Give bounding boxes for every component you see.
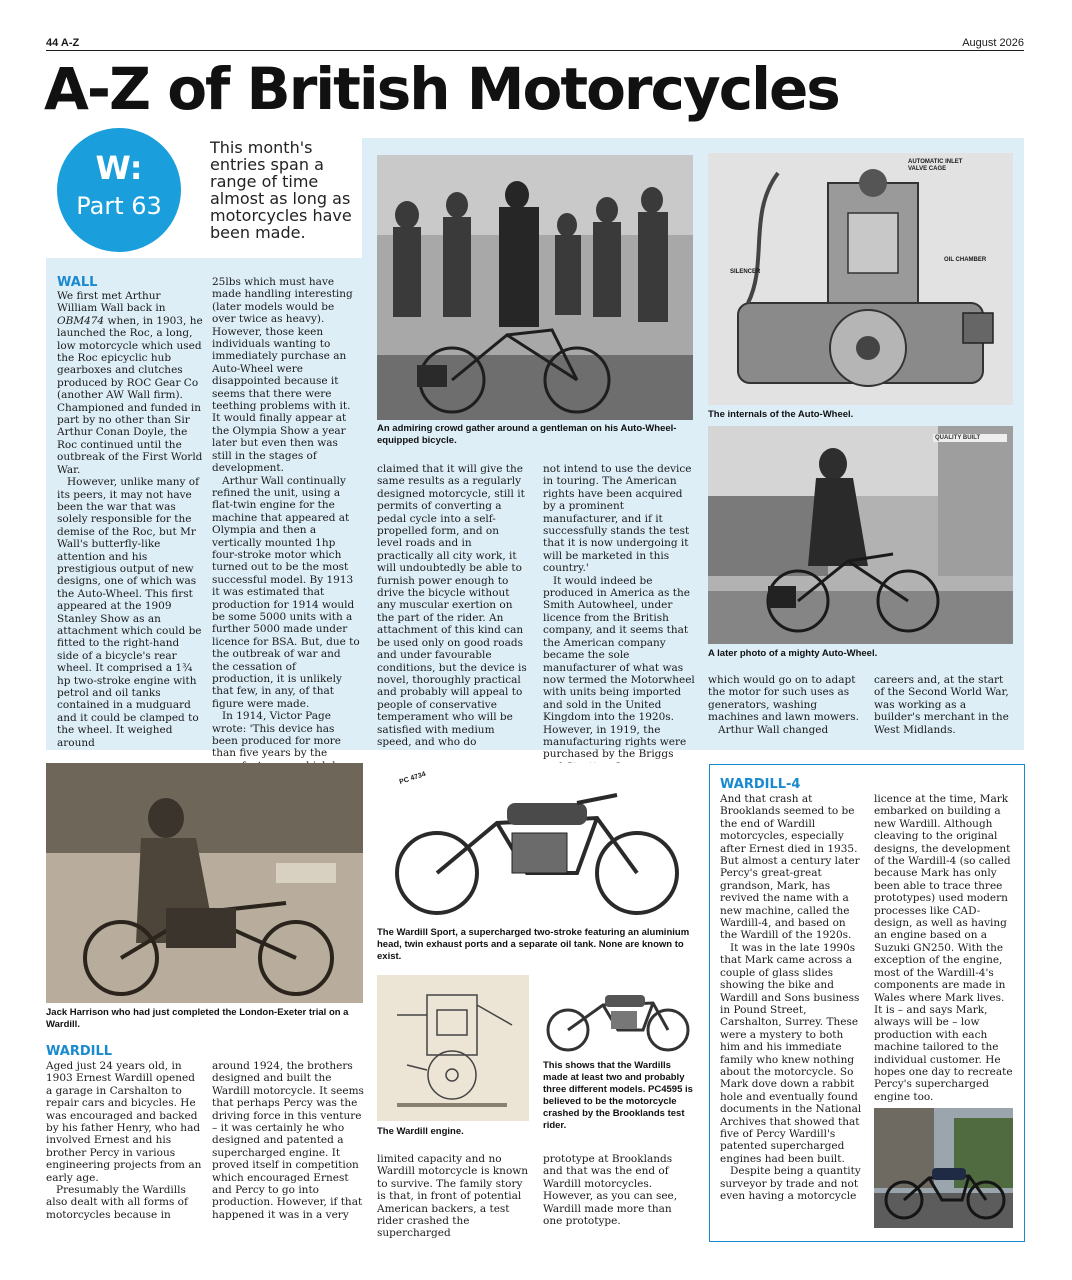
part-badge (57, 128, 181, 252)
section-heading-wardill: WARDILL (46, 1044, 113, 1059)
wardill-4-column-1 (720, 793, 866, 1202)
number-plate: PC 4734 (398, 770, 427, 787)
paragraph: 25lbs which must have made handling interesting (later models would be over twice as heavy). However, those keen individuals wanting to immediately purchase an Auto-Wheel were disappointed because it seems that there were teething problems with it. It would finally appear at the Olympia Show a year later but even then was still in the stages of development. (212, 276, 353, 475)
wardill-4-column-2 (874, 793, 1014, 1103)
diagram-auto-wheel-internals (708, 153, 1013, 405)
engine-drawing-illustration (377, 975, 529, 1121)
caption-internals: The internals of the Auto-Wheel. (708, 409, 854, 420)
label-inlet-valve: AUTOMATIC INLET VALVE CAGE (908, 159, 963, 172)
photo-jack-harrison (46, 763, 363, 1003)
paragraph: claimed that it will give the same results as a regularly designed motorcycle, still it permits of converting a pedal cycle into a self-propelled form, and on level roads and in practically all city work, it will undoubtedly be able to furnish power enough to drive the bicycle without any muscular exertion on the part of the rider. An attachment of this kind can be used only on good roads and under favourable conditions, but the device is novel, thoroughly practical and probably will appeal to people of conservative temperament who will be satisfied with medium speed, and who do (377, 463, 527, 748)
wall-column-3 (377, 463, 527, 748)
caption-engine: The Wardill engine. (377, 1126, 464, 1137)
issue-date: August 2026 (962, 37, 1024, 49)
caption-later: A later photo of a mighty Auto-Wheel. (708, 648, 878, 659)
models-motorcycle-illustration (543, 975, 693, 1055)
wall-column-1 (57, 290, 203, 749)
paragraph: Aged just 24 years old, in 1903 Ernest Wardill opened a garage in Carshalton to repair cars and bicycles. He was encouraged and backed by his father Henry, who had involved Ernest and his brother Percy in various engineering projects from an early age. (46, 1060, 202, 1184)
paragraph: Arthur Wall continually refined the unit, using a flat-twin engine for the machine that appeared at Olympia and then a vertically mounted 1hp four-stroke motor which turned out to be the most successful model. By 1913 it was estimated that production for 1914 would be some 5000 units with a further 5000 made under licence for BSA. But, due to the outbreak of war and the cessation of production, it is unlikely that few, in any, of that figure were made. (212, 474, 360, 710)
paragraph: In 1914, Victor Page wrote: 'This device has been produced for more than five years by the (212, 710, 342, 760)
paragraph: licence at the time, Mark embarked on building a new Wardill. Although cleaving to the original designs, the development of the Wardill-4 (so called because Mark has only been able to trace three prototypes) used modern processes like CAD-design, as well as having an engine based on a Suzuki GN250. With the exception of the engine, most of the Wardill-4's components are made in Wales where Mark lives. It is – and says Mark, always will be – low production with each machine tailored to the individual customer. He hopes one day to recreate Percy's supercharged engine too. (874, 793, 1013, 1103)
badge-part: Part 63 (76, 192, 162, 220)
wall-column-5 (708, 674, 860, 736)
photo-wardill-4 (874, 1108, 1013, 1228)
caption-harrison: Jack Harrison who had just completed the London-Exeter trial on a Wardill. (46, 1007, 349, 1030)
paragraph: However, unlike many of its peers, it may not have been the war that was solely responsible for the demise of the Roc, but Mr Wall's butterfly-like attention and his prestigious output of new designs, one of which was the Auto-Wheel. This first appeared at the 1909 Stanley Show as an attachment which could be fitted to the right-hand side of a bicycle's rear wheel. It comprised a 1¾ hp two-stroke engine with petrol and oil tanks contained in a mudguard and it could be clamped to the wheel. It weighed around (57, 476, 202, 749)
badge-letter: W: (95, 149, 143, 187)
intro-text: This month's entries span a range of time almost as long as motorcycles have been made. (210, 138, 352, 242)
section-heading-wardill-4: WARDILL-4 (720, 777, 801, 792)
photo-crowd-auto-wheel (377, 155, 693, 420)
paragraph: It would indeed be produced in America as the Smith Autowheel, under licence from the British company, and it seems that the American company became the sole manufacturer of what was now termed the Motorwheel with units being imported and sold in the United Kingdom into the 1920s. However, in 1919, the manufacturing rights were purchased by the Briggs (543, 574, 695, 761)
photo-later-auto-wheel (708, 426, 1013, 644)
paragraph: We first met Arthur William Wall back in OBM474 when, in 1903, he launched the Roc, a long, low motorcycle which used the Roc epicyclic hub gearboxes and clutches produced by ROC Gear Co (another AW Wall firm). Championed and funded in part by no other than Sir Arthur Conan Doyle, the Roc continued until the outbreak of the First World War. (57, 290, 203, 476)
caption-models: This shows that the Wardills made at least two and probably three different models. PC4595 is believed to be the motorcycle crashed by the Brooklands test rider. (543, 1060, 693, 1131)
paragraph: careers and, at the start of the Second World War, was working as a builder's merchant in the West Midlands. (874, 674, 1009, 736)
paragraph: It was in the late 1990s that Mark came across a couple of glass slides showing the bike and Wardill and Sons business in Pound Street, Carshalton, Surrey. These were a mystery to both him and his immediate family who knew nothing about the motorcycle. So Mark dove down a rabbit hole and eventually found documents in the National Archives that showed that five of Percy Wardill's patented supercharged engines had been built. (720, 941, 862, 1165)
paragraph: And that crash at Brooklands seemed to be the end of Wardill motorcycles, especially after Ernest died in 1935. But almost a century later Percy's great-great grandson, Mark, has revived the name with a new machine, called the Wardill-4, and based on the Wardill of the 1920s. (720, 793, 860, 942)
harrison-illustration (46, 763, 363, 1003)
page-folio: 44 A-Z (46, 37, 80, 49)
paragraph: not intend to use the device in touring. The American rights have been acquired by a prominent manufacturer, and if it successfully stands the test that it is now undergoing it will be marketed in this country.' (543, 463, 692, 575)
wardill-column-2 (212, 1060, 364, 1221)
wardill-column-3 (377, 1153, 529, 1240)
wardill-column-1 (46, 1060, 202, 1221)
paragraph: Arthur Wall changed (718, 723, 829, 736)
photo-wardill-models (543, 975, 693, 1055)
section-heading-wall: WALL (57, 275, 98, 290)
engine-cutaway-illustration (708, 153, 1013, 405)
wall-column-4 (543, 463, 695, 773)
wardill-column-4 (543, 1153, 693, 1227)
paragraph: Despite being a quantity surveyor by trade and not even having a motorcycle (720, 1165, 861, 1202)
page-title: A-Z of British Motorcycles (44, 55, 839, 123)
sport-motorcycle-illustration (377, 763, 693, 923)
wall-column-6 (874, 674, 1014, 736)
drawing-wardill-engine (377, 975, 529, 1121)
paragraph: which would go on to adapt the motor for such uses as generators, washing machines and lawn mowers. (708, 674, 859, 724)
photo-wardill-sport (377, 763, 693, 923)
magazine-issue-ref: OBM474 (57, 314, 105, 327)
wardill-4-illustration (874, 1108, 1013, 1228)
crowd-illustration (377, 155, 693, 420)
caption-crowd: An admiring crowd gather around a gentleman on his Auto-Wheel-equipped bicycle. (377, 423, 677, 446)
wall-column-2 (212, 276, 360, 797)
paragraph: limited capacity and no Wardill motorcycle is known to survive. The family story is that, in front of potential American backers, a test rider crashed the supercharged (377, 1153, 529, 1240)
label-oil-chamber: OIL CHAMBER (944, 257, 987, 263)
paragraph: around 1924, the brothers designed and built the Wardill motorcycle. It seems that perhaps Percy was the driving force in this venture – it was certainly he who designed and patented a supercharged engine. It proved itself in competition which encouraged Ernest and Percy to go into production. However, if that happened it was in a very (212, 1060, 364, 1221)
paragraph: Presumably the Wardills also dealt with all forms of motorcycles because in (46, 1184, 188, 1221)
label-silencer: SILENCER (730, 269, 761, 275)
caption-sport: The Wardill Sport, a supercharged two-stroke featuring an aluminium head, twin exhaust ports and a separate oil tank. None are known to exist. (377, 927, 690, 962)
rider-illustration (708, 426, 1013, 644)
shop-sign: QUALITY BUILT (933, 434, 1007, 442)
paragraph: prototype at Brooklands and that was the end of Wardill motorcycles. However, as you can see, Wardill made more than one prototype. (543, 1153, 678, 1228)
header-rule (46, 50, 1024, 51)
